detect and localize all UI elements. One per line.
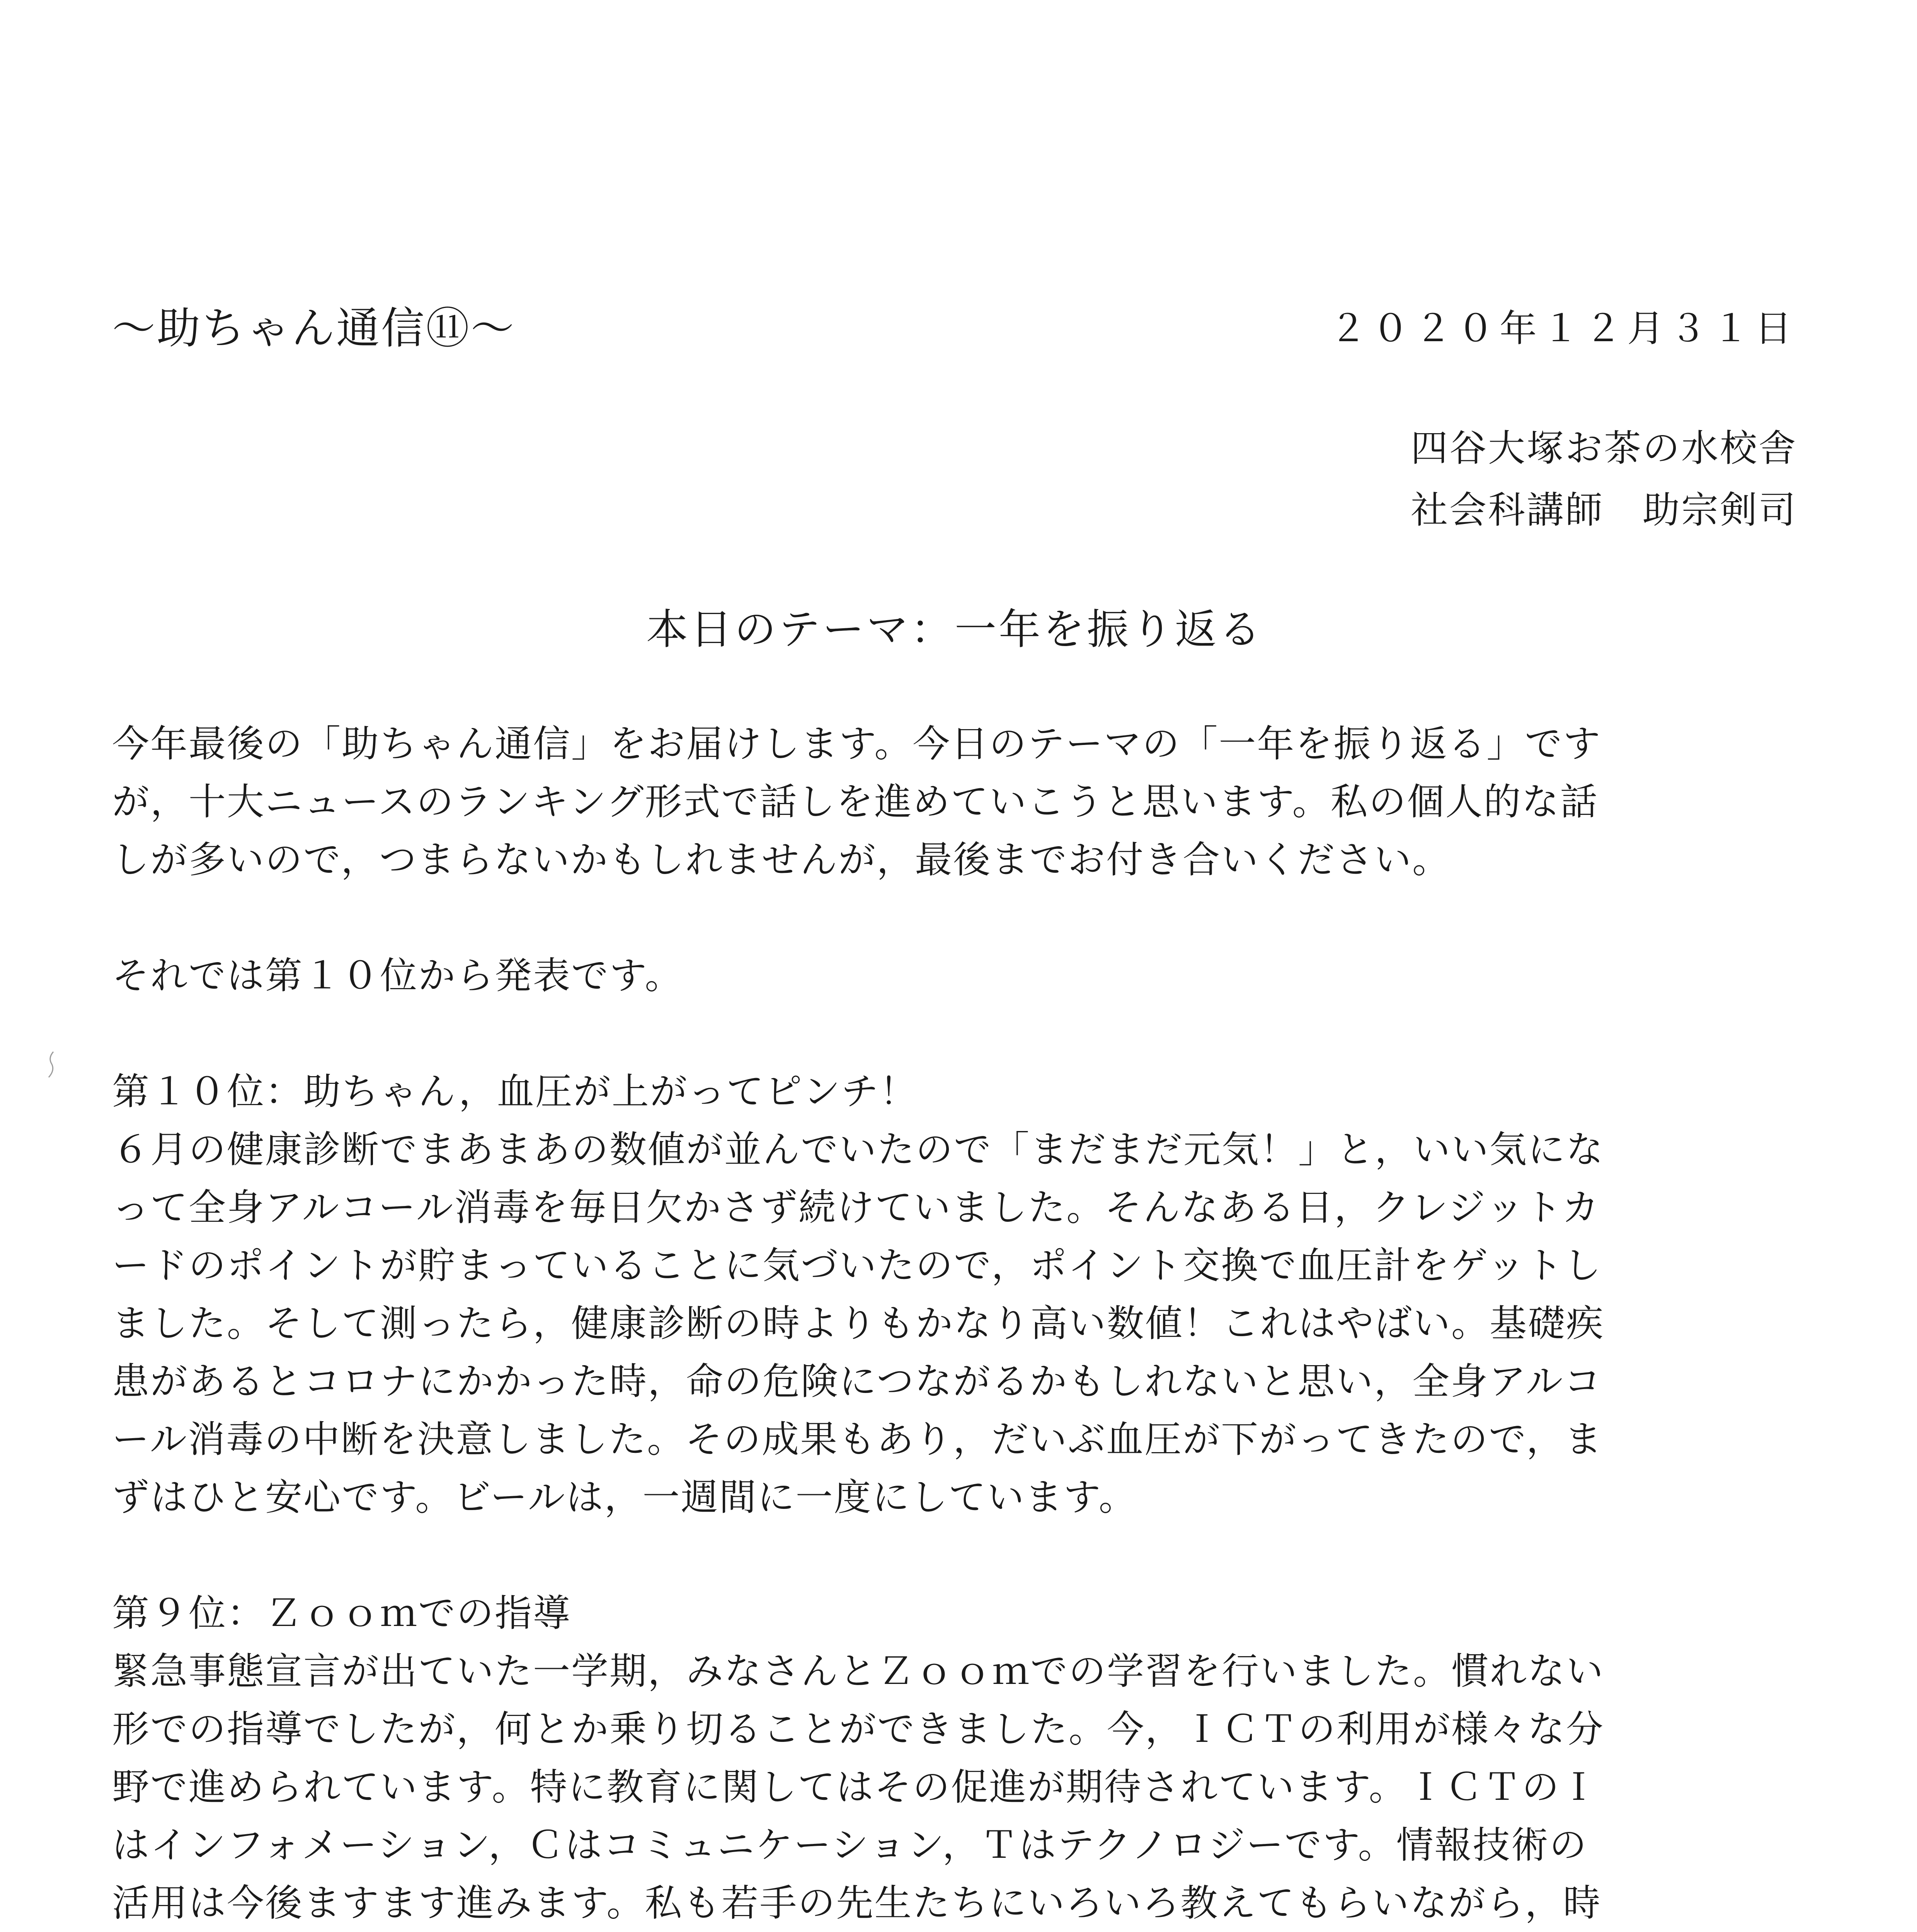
section-line: ール消毒の中断を決意しました。その成果もあり，だいぶ血圧が下がってきたので，ま bbox=[112, 1418, 1603, 1461]
section-line: 緊急事態宣言が出ていた一学期，みなさんとＺｏｏｍでの学習を行いました。慣れない bbox=[112, 1650, 1604, 1693]
section-title: 第９位：Ｚｏｏｍでの指導 bbox=[112, 1592, 571, 1635]
section-line: ６月の健康診断でまあまあの数値が並んでいたので「まだまだ元気！」と，いい気にな bbox=[112, 1128, 1604, 1171]
section-line: 活用は今後ますます進みます。私も若手の先生たちにいろいろ教えてもらいながら，時 bbox=[112, 1881, 1602, 1925]
theme-heading: 本日のテーマ：一年を振り返る bbox=[646, 605, 1263, 654]
section-line: ました。そして測ったら，健康診断の時よりもかなり高い数値！これはやばい。基礎疾 bbox=[112, 1302, 1604, 1345]
section-line: ずはひと安心です。ビールは，一週間に一度にしています。 bbox=[112, 1476, 1137, 1519]
section-line: 形での指導でしたが，何とか乗り切ることができました。今，ＩＣＴの利用が様々な分 bbox=[112, 1708, 1604, 1751]
intro-line: しが多いので，つまらないかもしれませんが，最後までお付き合いください。 bbox=[112, 838, 1451, 881]
author-block bbox=[112, 417, 1797, 541]
section-line: って全身アルコール消毒を毎日欠かさず続けていました。そんなある日，クレジットカ bbox=[112, 1186, 1600, 1229]
intro-paragraph bbox=[112, 715, 1797, 889]
issue-date: ２０２０年１２月３１日 bbox=[1330, 307, 1797, 350]
newsletter-title: ～助ちゃん通信⑪～ bbox=[112, 303, 516, 354]
newsletter-header bbox=[112, 301, 1797, 359]
intro-line: が，十大ニュースのランキング形式で話しを進めていこうと思います。私の個人的な話 bbox=[112, 780, 1599, 823]
pencil-mark bbox=[46, 1051, 56, 1078]
section-title: 第１０位：助ちゃん，血圧が上がってピンチ！ bbox=[112, 1070, 918, 1113]
section-rank-10 bbox=[112, 1063, 1797, 1526]
newsletter-body bbox=[112, 715, 1797, 1932]
author-school: 四谷大塚お茶の水校舎 bbox=[1411, 427, 1797, 470]
author-role: 社会科講師 助宗剣司 bbox=[1411, 488, 1797, 532]
section-rank-9 bbox=[112, 1584, 1797, 1932]
announce-line: それでは第１０位から発表です。 bbox=[112, 954, 683, 997]
section-line: 野で進められています。特に教育に関してはその促進が期待されています。ＩＣＴのＩ bbox=[112, 1765, 1599, 1809]
section-line: ードのポイントが貯まっていることに気づいたので，ポイント交換で血圧計をゲットし bbox=[112, 1244, 1602, 1287]
section-line: はインフォメーション，Ｃはコミュニケーション，Ｔはテクノロジーです。情報技術の bbox=[112, 1823, 1588, 1867]
section-line: 患があるとコロナにかかった時，命の危険につながるかもしれないと思い，全身アルコ bbox=[112, 1360, 1602, 1403]
newsletter-page bbox=[112, 301, 1797, 1932]
intro-line: 今年最後の「助ちゃん通信」をお届けします。今日のテーマの「一年を振り返る」です bbox=[112, 722, 1602, 765]
announce-paragraph bbox=[112, 947, 1797, 1005]
